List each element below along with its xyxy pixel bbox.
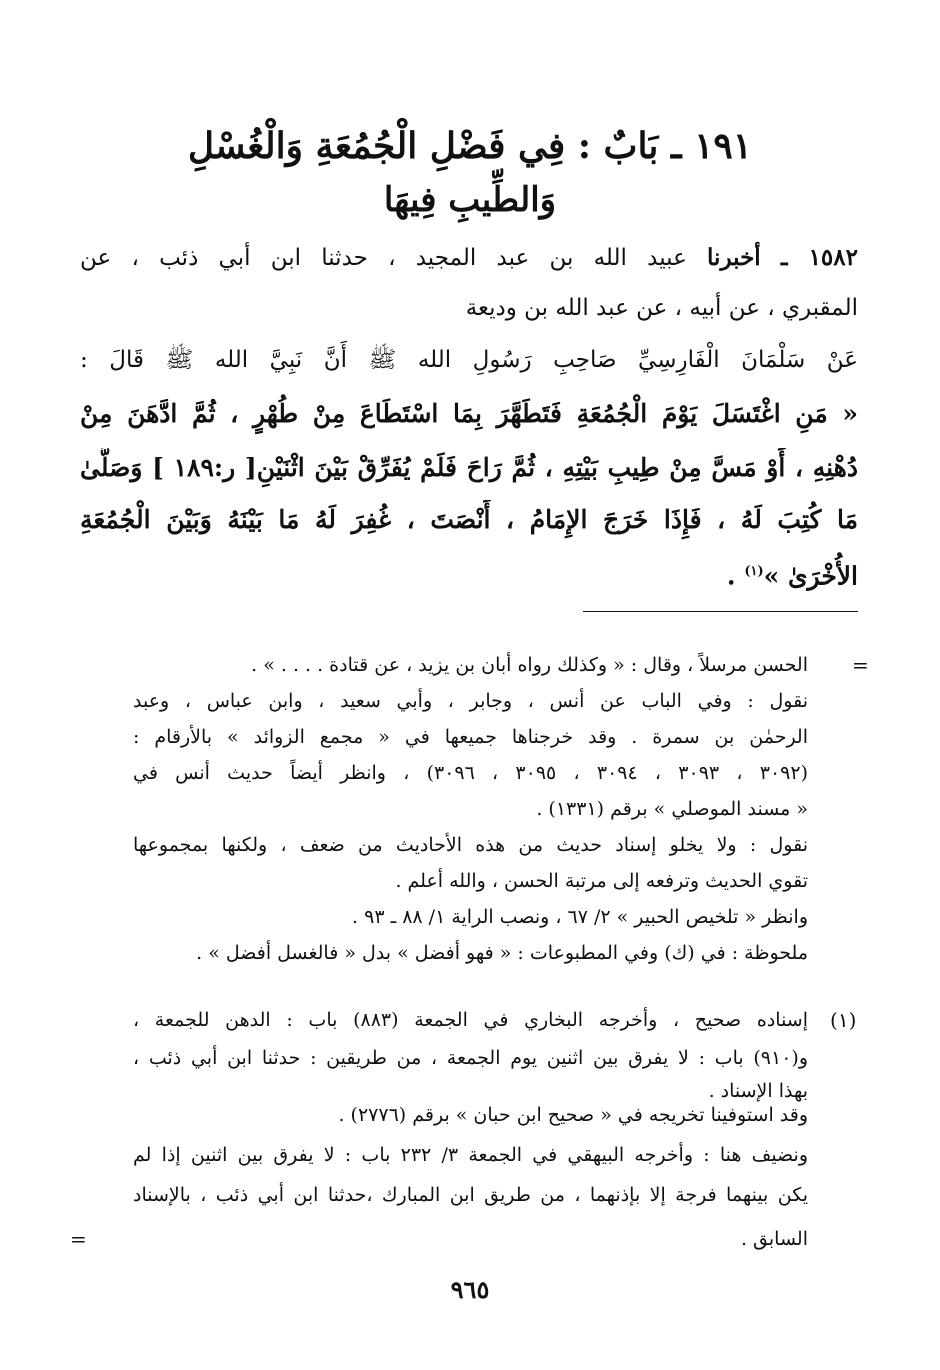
footnote-line: تقوي الحديث وترفعه إلى مرتبة الحسن ، والله أعلم . [395,870,808,892]
footnote-line: وانظر « تلخيص الحبير » ٢/ ٦٧ ، ونصب الراية ١/ ٨٨ ـ ٩٣ . [352,906,808,928]
hadith-isnad-line-2: المقبري ، عن أبيه ، عن عبد الله بن وديعة [465,295,858,321]
hadith-isnad-line-1 [80,238,858,278]
footnote-line: نقول : وفي الباب عن أنس ، وجابر ، وأبي سعيد ، وابن عباس ، وعبد [133,690,808,712]
footnote-line: السابق . [740,1228,808,1250]
matn-full-stop: . [726,561,745,591]
chapter-title-line-2: وَالطِّيبِ فِيهَا [383,180,557,220]
hadith-matn-line-2: « مَنِ اغْتَسَلَ يَوْمَ الْجُمُعَةِ فَتَطَهَّرَ بِمَا اسْتَطَاعَ مِنْ طُهْرٍ ، ثُمَّ ادَّهَنَ مِنْ [80,399,858,428]
matn-ending: الأُخْرَىٰ » [763,561,858,591]
hadith-matn-line-1: عَنْ سَلْمَانَ الْفَارِسِيِّ صَاحِبِ رَسُولِ الله ﷺ أَنَّ نَبِيَّ الله ﷺ قَالَ : [80,347,858,373]
footnote-line: ونضيف هنا : وأخرجه البيهقي في الجمعة ٣/ ٢٣٢ باب : لا يفرق بين اثنين إذا لم [133,1144,808,1166]
footnote-line: نقول : ولا يخلو إسناد حديث من هذه الأحاديث من ضعف ، ولكنها بمجموعها [133,834,808,856]
footnote-line: (٣٠٩٢ ، ٣٠٩٣ ، ٣٠٩٤ ، ٣٠٩٥ ، ٣٠٩٦) ، وانظر أيضاً حديث أنس في [133,762,808,784]
footnote-line: ملحوظة : في (ك) وفي المطبوعات : « فهو أفضل » بدل « فالغسل أفضل » . [196,942,808,964]
footnote-divider [583,611,858,612]
footnote-line: « مسند الموصلي » برقم (١٣٣١) . [536,798,808,820]
footnote-line: الرحمٰن بن سمرة . وقد خرجناها جميعها في « مجمع الزوائد » بالأرقام : [133,726,808,748]
hadith-matn-line-5 [80,552,858,596]
continuation-mark-bottom: = [70,1227,87,1251]
isnad-intro: أخبرنا [707,244,761,271]
footnote-line: بهذا الإسناد . [708,1080,808,1102]
footnote-line: الحسن مرسلاً ، وقال : « وكذلك رواه أبان بن يزيد ، عن قتادة . . . . » . [251,654,808,676]
chapter-title-line-1: ١٩١ ـ بَابٌ : فِي فَضْلِ الْجُمُعَةِ وَالْغُسْلِ [187,125,753,167]
footnote-line: إسناده صحيح ، وأخرجه البخاري في الجمعة (٨٨٣) باب : الدهن للجمعة ، [133,1009,808,1031]
continuation-mark-top: = [852,653,869,677]
footnote-line: وقد استوفينا تخريجه في « صحيح ابن حبان » برقم (٢٧٧٦) . [338,1104,808,1126]
page-number: ٩٦٥ [450,1275,490,1304]
hadith-matn-line-4: مَا كُتِبَ لَهُ ، فَإِذَا خَرَجَ الإِمَامُ ، أَنْصَتَ ، غُفِرَ لَهُ مَا بَيْنَهُ وَبَيْنَ الْجُمُعَةِ [80,505,858,534]
footnote-1-marker: (١) [830,1008,857,1032]
footnote-line: و(٩١٠) باب : لا يفرق بين اثنين يوم الجمعة ، من طريقين : حدثنا ابن أبي ذئب ، [133,1047,808,1069]
footnote-line: يكن بينهما فرجة إلا بإذنهما ، من طريق ابن المبارك ،حدثنا ابن أبي ذئب ، بالإسناد [133,1184,808,1206]
hadith-number: ١٥٨٢ ـ [780,244,858,271]
isnad-text: عبيد الله بن عبد المجيد ، حدثنا ابن أبي ذئب ، عن [80,245,687,271]
footnote-reference: (١) [744,564,764,579]
hadith-matn-line-3: دُهْنِهِ ، أَوْ مَسَّ مِنْ طِيبِ بَيْتِهِ ، ثُمَّ رَاحَ فَلَمْ يُفَرِّقْ بَيْنَ اثْنَيْنِ[ ر:١٨٩ ] وَصَلَّىٰ [80,453,858,482]
